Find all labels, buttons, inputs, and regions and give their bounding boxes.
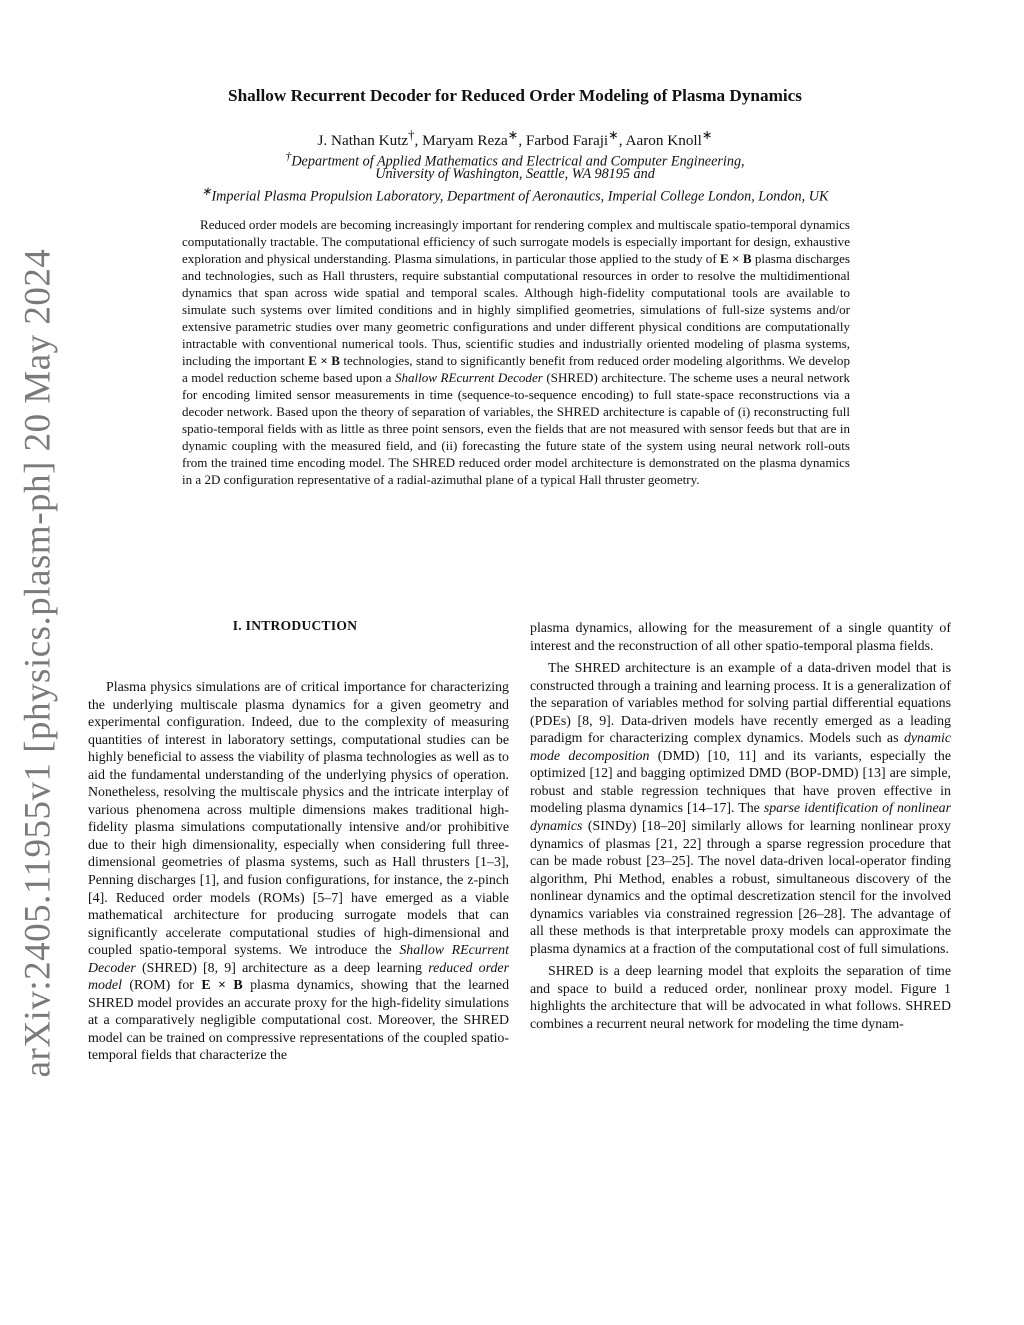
paragraph <box>88 679 509 1065</box>
paragraph-text: (ROM) for <box>121 978 202 994</box>
paragraph-text: The SHRED architecture is an example of a data-driven model that is constructed through a training and learning process. It is a generalization of the separation of variables method for solving partial differential equations (PDEs) [8, 9]. Data-driven models have recently emerged as a leading paradigm for characterizing complex dynamics. Models such as <box>530 661 951 747</box>
affiliation-imperial <box>100 184 930 206</box>
arxiv-stamp <box>0 0 76 1325</box>
paragraph-text: (SINDy) [18–20] similarly allows for learning nonlinear proxy dynamics of plasmas [21, 22] through a sparse regression procedure that can be made robust [23–25]. The novel data-driven local-operator finding algorithm, Phi Method, enables a robust, simultaneous discovery of the nonlinear dynamics and the optimal descretization stencil for the involved dynamics variables via constrained regression [26–28]. The advantage of all these methods is that interpretable proxy models can approximate the plasma dynamics at a fraction of the computational cost of full simulations. <box>530 819 951 957</box>
exb-symbol: E × B <box>201 978 243 994</box>
author-mark: ∗ <box>608 128 619 142</box>
section-heading-introduction: I. INTRODUCTION <box>232 618 358 633</box>
arxiv-identifier: arXiv:2405.11955v1 [physics.plasm-ph] 20 May 2024 <box>17 248 59 1078</box>
author-list: J. Nathan Kutz†, Maryam Reza∗, Farbod Faraji∗, Aaron Knoll∗ <box>317 128 713 150</box>
author-name: Farbod Faraji <box>525 132 609 150</box>
affiliation-uw-line2: University of Washington, Seattle, WA 98195 and <box>375 166 655 182</box>
abstract-text: Reduced order models are becoming increasingly important for rendering complex and multiscale spatio-temporal dynamics computationally tractable. The computational efficiency of such surrogate models is especially important for design, exhaustive exploration and physical understanding. Plasma simulations, in particular those applied to the study of <box>182 217 850 266</box>
author-name: J. Nathan Kutz <box>317 132 409 150</box>
rom-term: reduced order model <box>88 960 509 994</box>
author-mark: ∗ <box>701 128 713 142</box>
affiliation-mark: ∗ <box>201 184 212 198</box>
abstract-text: technologies, stand to significantly benefit from reduced order modeling algorithms. We develop a model reduction scheme based upon a <box>182 353 850 385</box>
author-name: Maryam Reza <box>422 132 508 150</box>
paragraph <box>530 660 951 958</box>
shred-term: Shallow REcurrent Decoder <box>394 370 543 385</box>
abstract <box>182 216 850 488</box>
affiliation-text: Imperial Plasma Propulsion Laboratory, Department of Aeronautics, Imperial College London, London, UK <box>211 188 829 205</box>
author-mark: † <box>408 128 415 142</box>
paper-title: Shallow Recurrent Decoder for Reduced Order Modeling of Plasma Dynamics <box>228 86 802 105</box>
paragraph-text: Plasma physics simulations are of critical importance for characterizing the underlying multiscale plasma dynamics for a given geometry and experimental configuration. Indeed, due to the complexity of measuring quantities of interest in laboratory settings, computational studies can be highly beneficial to assess the viability of plasma technologies as well as to aid the fundamental understanding of the underlying physics of operation. Nonetheless, resolving the multiscale physics and the intricate interplay of various phenomena across multiple dimensions makes traditional high-fidelity plasma simulations computationally intensive and/or prohibitive due to their high dimensionality, especially when considering full three-dimensional geometries of plasma systems, such as Hall thrusters [1–3], Penning discharges [1], and fusion configurations, for instance, the z-pinch [4]. Reduced order models (ROMs) [5–7] have emerged as a viable mathematical architecture for producing surrogate models that can significantly accelerate computational studies of high-dimensional and coupled spatio-temporal systems. We introduce the <box>88 680 509 959</box>
left-column <box>88 679 509 1065</box>
paragraph-text: plasma dynamics, showing that the learned SHRED model provides an accurate proxy for the high-fidelity simulations at a comparatively negligible computational cost. Moreover, the SHRED model can be trained on compressive representations of the coupled spatio-temporal fields that characterize the <box>88 978 510 1064</box>
paragraph: plasma dynamics, allowing for the measurement of a single quantity of interest and the reconstruction of all other spatio-temporal plasma fields. <box>530 621 951 654</box>
affiliation-text: Department of Applied Mathematics and Electrical and Computer Engineering, <box>291 153 745 170</box>
paragraph-text: (SHRED) [8, 9] architecture as a deep learning <box>135 960 429 976</box>
exb-symbol: E × B <box>308 353 340 368</box>
paragraph-text: (DMD) [10, 11] and its variants, especially the optimized [12] and bagging optimized DMD (BOP-DMD) [13] are simple, robust and stable regression techniques that have proven effective in modeling plasma dynamics [14–17]. The <box>530 748 951 817</box>
shred-term: Shallow REcurrent Decoder <box>88 943 509 976</box>
paragraph: SHRED is a deep learning model that exploits the separation of time and space to build a reduced order, nonlinear proxy model. Figure 1 highlights the architecture that will be advocated in what follows. SHRED combines a recurrent neural network for modeling the time dynam- <box>530 964 951 1033</box>
author-mark: ∗ <box>507 128 519 142</box>
abstract-text: plasma discharges and technologies, such as Hall thrusters, require substantial computational resources in order to resolve the multidimentional dynamics that span across wide spatial and temporal scales. Although high-fidelity computational tools are available to simulate such systems over limited conditions and in highly simplified geometries, simulations of full-size systems and/or extensive parametric studies over many geometric configurations and under different physical conditions are computationally intractable with conventional numerical tools. Thus, scientific studies and industrially oriented modeling of plasma systems, including the important <box>182 251 850 368</box>
right-column <box>530 620 951 1034</box>
exb-symbol: E × B <box>720 251 752 266</box>
affiliation-mark: † <box>285 149 292 163</box>
author-name: Aaron Knoll <box>625 132 702 150</box>
dmd-term: dynamic mode decomposition <box>530 731 951 764</box>
abstract-text: (SHRED) architecture. The scheme uses a neural network for encoding limited sensor measurements in time (sequence-to-sequence encoding) to full state-space reconstructions via a decoder network. Based upon the theory of separation of variables, the SHRED architecture is capable of (i) reconstructing full spatio-temporal fields with as little as three point sensors, even the fields that are not measured with sensor feeds but that are in dynamic coupling with the measured field, and (ii) forecasting the future state of the system using neural network roll-outs from the trained time encoding model. The SHRED reduced order model architecture is demonstrated on the plasma dynamics in a 2D configuration representative of a radial-azimuthal plane of a typical Hall thruster geometry. <box>182 370 850 487</box>
sindy-term: sparse identification of nonlinear dynamics <box>530 801 951 835</box>
